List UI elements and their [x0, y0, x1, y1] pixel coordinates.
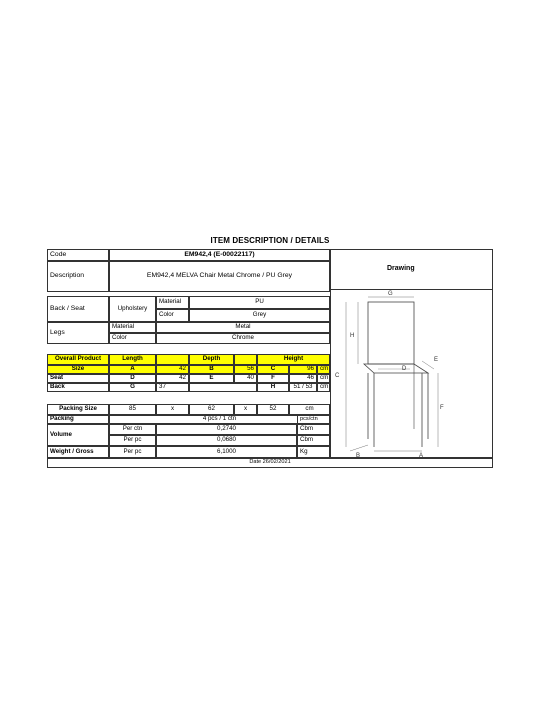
drawing-letter-b: B: [356, 453, 361, 458]
legs-material-value: Metal: [156, 322, 330, 333]
seat-label: Seat: [47, 374, 109, 383]
spec-sheet: [47, 249, 493, 469]
packing-unit: pcs/ctn: [297, 415, 330, 424]
weight-per-pc-value: 6,1000: [156, 446, 297, 458]
description-value: EM942,4 MELVA Chair Metal Chrome / PU Grey: [109, 261, 330, 292]
drawing-letter-g: G: [388, 291, 393, 297]
drawing-letter-c: C: [335, 373, 340, 379]
upholstery-material-value: PU: [189, 296, 330, 309]
code-value: EM942,4 (E-00022117): [109, 249, 330, 261]
seat-depth-key: E: [189, 374, 234, 383]
packing-size-depth: 62: [189, 404, 234, 415]
weight-unit: Kg: [297, 446, 330, 458]
size-height-value: 96: [289, 365, 317, 374]
date-footer: Date 26/02/2021: [47, 458, 493, 468]
legs-color-value: Chrome: [156, 333, 330, 344]
legs-material-label: Material: [109, 322, 156, 333]
size-depth-value: 56: [234, 365, 257, 374]
legs-color-label: Color: [109, 333, 156, 344]
length-header-value: [156, 354, 189, 365]
overall-product-label: Overall Product: [47, 354, 109, 365]
seat-height-value: 46: [289, 374, 317, 383]
back-label: Back: [47, 383, 109, 392]
chair-seat: [364, 364, 428, 373]
upholstery-color-label: Color: [156, 309, 189, 322]
seat-unit: cm: [317, 374, 330, 383]
code-label: Code: [47, 249, 109, 261]
packing-size-unit: cm: [289, 404, 330, 415]
volume-per-ctn-label: Per ctn: [109, 424, 156, 435]
size-depth-key: B: [189, 365, 234, 374]
depth-header-value: [234, 354, 257, 365]
volume-per-pc-value: 0,0680: [156, 435, 297, 446]
depth-header: Depth: [189, 354, 234, 365]
packing-size-x1: x: [156, 404, 189, 415]
packing-size-x2: x: [234, 404, 257, 415]
document-title: ITEM DESCRIPTION / DETAILS: [210, 236, 330, 245]
size-length-value: 42: [156, 365, 189, 374]
packing-size-height: 52: [257, 404, 289, 415]
size-length-key: A: [109, 365, 156, 374]
upholstery-label: Upholstery: [109, 296, 156, 322]
drawing-letter-a: A: [419, 453, 424, 458]
height-header: Height: [257, 354, 330, 365]
back-unit: cm: [317, 383, 330, 392]
back-height-key: H: [257, 383, 289, 392]
drawing-letter-e: E: [434, 357, 439, 363]
chair-backrest: [368, 302, 414, 364]
volume-per-ctn-value: 0,2740: [156, 424, 297, 435]
size-unit: cm: [317, 365, 330, 374]
back-height-value: 51 / 53: [289, 383, 317, 392]
weight-per-pc-label: Per pc: [109, 446, 156, 458]
back-seat-label: Back / Seat: [47, 296, 109, 322]
seat-height-key: F: [257, 374, 289, 383]
volume-per-pc-unit: Cbm: [297, 435, 330, 446]
packing-label: Packing: [47, 415, 109, 424]
drawing-label: Drawing: [387, 265, 415, 272]
volume-per-ctn-unit: Cbm: [297, 424, 330, 435]
packing-size-label: Packing Size: [47, 404, 109, 415]
chair-drawing: [330, 289, 493, 458]
packing-value: 4 pcs / 1 ctn: [109, 415, 330, 424]
packing-size-length: 85: [109, 404, 156, 415]
legs-label: Legs: [47, 322, 109, 344]
seat-length-key: D: [109, 374, 156, 383]
drawing-letter-h: H: [350, 333, 355, 339]
description-label: Description: [47, 261, 109, 292]
drawing-letter-f: F: [440, 405, 444, 411]
back-length-key: G: [109, 383, 156, 392]
back-depth-empty: [189, 383, 257, 392]
dim-line-e: [422, 361, 434, 369]
size-label: Size: [47, 365, 109, 374]
dim-line-b: [350, 445, 368, 451]
seat-depth-value: 40: [234, 374, 257, 383]
volume-per-pc-label: Per pc: [109, 435, 156, 446]
drawing-letter-d: D: [402, 366, 407, 372]
size-height-key: C: [257, 365, 289, 374]
upholstery-material-label: Material: [156, 296, 189, 309]
upholstery-color-value: Grey: [189, 309, 330, 322]
length-header: Length: [109, 354, 156, 365]
seat-length-value: 42: [156, 374, 189, 383]
back-length-value: 37: [156, 383, 189, 392]
weight-label: Weight / Gross: [47, 446, 109, 458]
volume-label: Volume: [47, 424, 109, 446]
